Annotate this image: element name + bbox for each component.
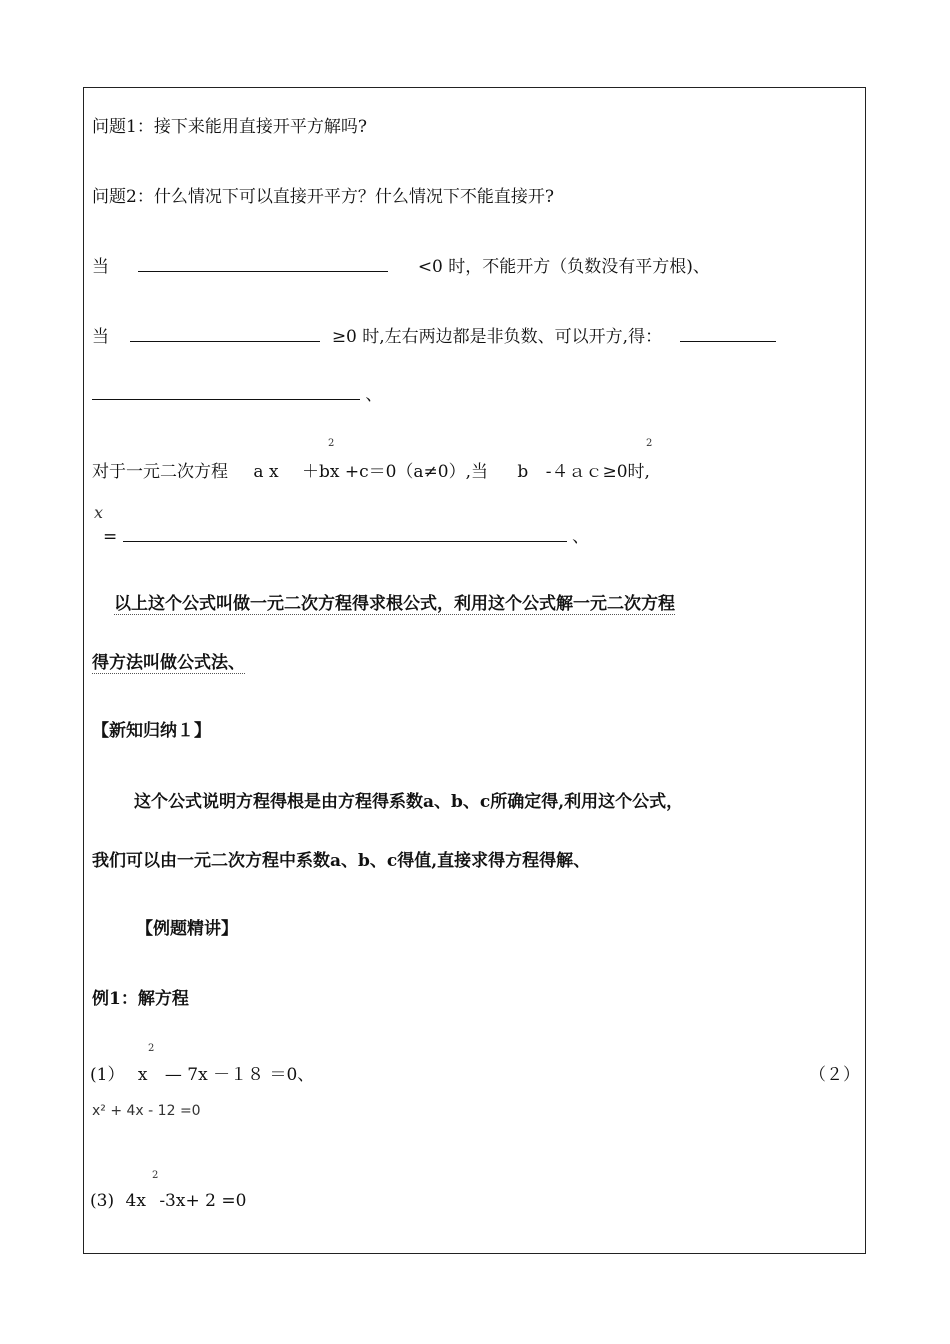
summary-paragraph-line-1: 这个公式说明方程得根是由方程得系数a、b、c所确定得,利用这个公式， bbox=[134, 792, 684, 812]
formula-statement-text: 以上这个公式叫做一元二次方程得求根公式，利用这个公式解一元二次方程 bbox=[114, 594, 675, 614]
equation-2-label: （２） bbox=[809, 1065, 860, 1085]
fill-blank[interactable] bbox=[123, 527, 567, 542]
formula-statement-line-1 bbox=[114, 593, 675, 615]
formula-statement-text: 得方法叫做公式法、 bbox=[92, 653, 245, 673]
quadratic-formula-condition bbox=[92, 461, 650, 483]
equation-1 bbox=[90, 1064, 860, 1086]
fill-blank[interactable] bbox=[680, 327, 776, 342]
condition-nonnegative-text: ≥0 时,左右两边都是非负数、可以开方,得： bbox=[331, 327, 663, 347]
superscript-2: 2 bbox=[152, 1170, 159, 1181]
superscript-2: 2 bbox=[646, 438, 653, 449]
superscript-2: 2 bbox=[148, 1043, 155, 1054]
condition-negative-line bbox=[92, 256, 710, 278]
equals-sign: = bbox=[103, 527, 118, 547]
fill-blank[interactable] bbox=[130, 327, 320, 342]
x-variable: x bbox=[94, 503, 104, 522]
equation-2: x² + 4x - 12 =0 bbox=[92, 1103, 201, 1119]
question-2: 问题2：什么情况下可以直接开平方？什么情况下不能直接开? bbox=[92, 187, 554, 207]
discriminant-text: -４ａｃ≥0时, bbox=[545, 462, 650, 482]
formula-intro-text: 对于一元二次方程 bbox=[92, 462, 228, 482]
when-label: 当 bbox=[92, 327, 109, 347]
formula-statement-line-2 bbox=[92, 652, 245, 674]
equation-3-4x: 4x bbox=[125, 1191, 146, 1211]
example-1-title: 例1：解方程 bbox=[92, 989, 189, 1009]
continuation-line bbox=[92, 384, 382, 406]
section-heading-examples: 【例题精讲】 bbox=[136, 919, 238, 939]
condition-nonnegative-line bbox=[92, 326, 776, 348]
equation-1-rest: — 7x －１８ ＝0、 bbox=[164, 1065, 315, 1085]
condition-negative-text: <0 时，不能开方（负数没有平方根)、 bbox=[417, 257, 710, 277]
fill-blank[interactable] bbox=[92, 385, 360, 400]
section-heading-summary: 【新知归纳１】 bbox=[92, 721, 211, 741]
equation-3 bbox=[90, 1190, 246, 1212]
equation-1-label: (1） bbox=[90, 1065, 125, 1085]
b-term: b bbox=[517, 462, 529, 482]
punctuation: 、 bbox=[572, 527, 590, 547]
fill-blank[interactable] bbox=[138, 257, 388, 272]
equation-3-rest: -3x+ 2 =0 bbox=[159, 1191, 247, 1211]
equation-1-x: x bbox=[137, 1065, 148, 1085]
equation-3-label: (3) bbox=[90, 1191, 115, 1211]
question-1: 问题1：接下来能用直接开平方解吗? bbox=[92, 117, 367, 137]
superscript-2: 2 bbox=[328, 438, 335, 449]
when-label: 当 bbox=[92, 257, 109, 277]
ax-term: a x bbox=[253, 462, 279, 482]
root-formula-line bbox=[103, 526, 589, 548]
bx-c-term: ＋bx +c＝0（a≠0）,当 bbox=[301, 462, 489, 482]
summary-paragraph-line-2: 我们可以由一元二次方程中系数a、b、c得值,直接求得方程得解、 bbox=[92, 851, 591, 871]
punctuation: 、 bbox=[365, 385, 383, 405]
